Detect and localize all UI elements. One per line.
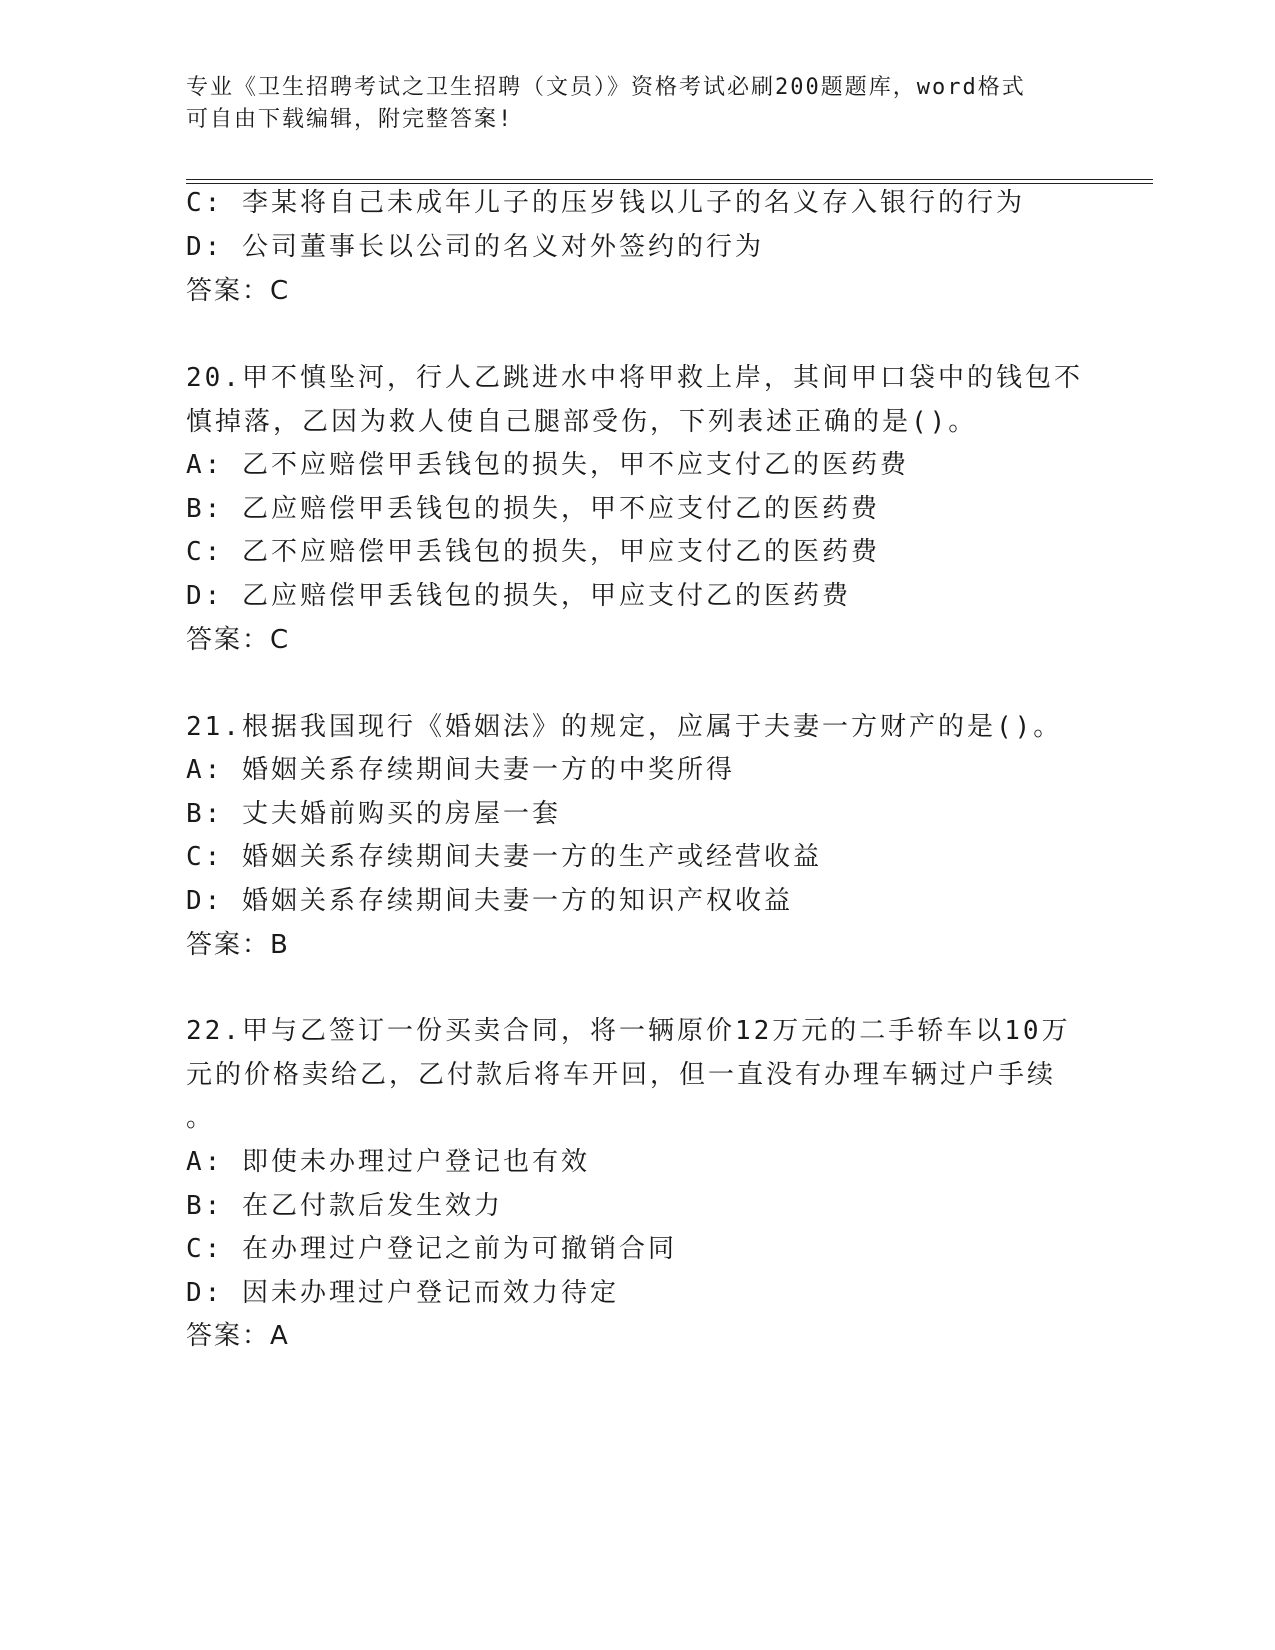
- header-line-1: 专业《卫生招聘考试之卫生招聘（文员）》资格考试必刷200题题库，word格式: [186, 75, 1026, 100]
- q22-stem-line-1: 22.甲与乙签订一份买卖合同，将一辆原价12万元的二手轿车以10万: [186, 1016, 1071, 1046]
- q21-option-d: D: 婚姻关系存续期间夫妻一方的知识产权收益: [186, 886, 793, 916]
- q20-stem-line-2: 慎掉落，乙因为救人使自己腿部受伤，下列表述正确的是()。: [186, 407, 978, 437]
- q21-option-c: C: 婚姻关系存续期间夫妻一方的生产或经营收益: [186, 842, 822, 872]
- q22-option-c: C: 在办理过户登记之前为可撤销合同: [186, 1234, 677, 1264]
- q21-option-b: B: 丈夫婚前购买的房屋一套: [186, 799, 561, 829]
- header-divider-top: [186, 179, 1153, 180]
- document-header: [186, 72, 1066, 136]
- prev-option-d: D: 公司董事长以公司的名义对外签约的行为: [186, 232, 764, 262]
- header-line-2: 可自由下载编辑，附完整答案!: [186, 107, 514, 132]
- q20-option-c: C: 乙不应赔偿甲丢钱包的损失，甲应支付乙的医药费: [186, 537, 880, 567]
- q21-option-a: A: 婚姻关系存续期间夫妻一方的中奖所得: [186, 755, 735, 785]
- prev-option-c: C: 李某将自己未成年儿子的压岁钱以儿子的名义存入银行的行为: [186, 188, 1025, 218]
- q22-answer: 答案：A: [186, 1321, 290, 1351]
- q21-stem-line-1: 21.根据我国现行《婚姻法》的规定，应属于夫妻一方财产的是()。: [186, 712, 1063, 742]
- q20-option-d: D: 乙应赔偿甲丢钱包的损失，甲应支付乙的医药费: [186, 581, 851, 611]
- q22-option-b: B: 在乙付款后发生效力: [186, 1191, 503, 1221]
- q20-option-b: B: 乙应赔偿甲丢钱包的损失，甲不应支付乙的医药费: [186, 494, 880, 524]
- q20-stem-line-1: 20.甲不慎坠河，行人乙跳进水中将甲救上岸，其间甲口袋中的钱包不: [186, 363, 1083, 393]
- q22-stem-line-3: 。: [186, 1103, 216, 1133]
- q20-answer: 答案：C: [186, 625, 291, 655]
- prev-answer: 答案：C: [186, 276, 291, 306]
- header-divider-bottom: [186, 183, 1153, 184]
- q22-option-d: D: 因未办理过户登记而效力待定: [186, 1278, 619, 1308]
- q21-answer: 答案：B: [186, 930, 290, 960]
- q22-stem-line-2: 元的价格卖给乙，乙付款后将车开回，但一直没有办理车辆过户手续: [186, 1060, 1057, 1090]
- q22-option-a: A: 即使未办理过户登记也有效: [186, 1147, 590, 1177]
- q20-option-a: A: 乙不应赔偿甲丢钱包的损失，甲不应支付乙的医药费: [186, 450, 909, 480]
